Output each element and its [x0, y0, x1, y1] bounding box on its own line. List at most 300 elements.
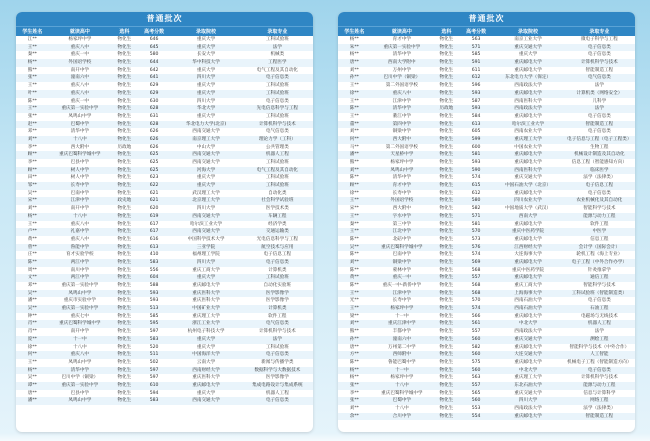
cell-high-school: 巴川中学（铜梁） — [371, 74, 433, 82]
cell-university: 三亚学院 — [170, 244, 241, 252]
table-row — [16, 136, 313, 144]
table-row — [16, 367, 313, 375]
cell-university: 重庆大学 — [170, 344, 241, 352]
cell-subjects: 物化生 — [433, 244, 460, 252]
cell-subjects: 物化生 — [433, 67, 460, 75]
cell-university: 四川大学 — [170, 259, 241, 267]
cell-subjects: 物化生 — [433, 128, 460, 136]
cell-major: 计算机类 — [242, 305, 313, 313]
cell-university: 重庆邮电大学 — [170, 382, 241, 390]
cell-university: 西南交通大学 — [170, 128, 241, 136]
cell-subjects: 物化生 — [111, 313, 138, 321]
cell-university: 重庆医科大学 — [170, 297, 241, 305]
cell-student-name: 杨** — [16, 213, 49, 221]
cell-high-school: 十一中 — [49, 336, 111, 344]
cell-high-school: 重庆第一实验中学 — [371, 44, 433, 52]
cell-university: 上海海事大学 — [492, 290, 563, 298]
cell-university: 华中科技大学 — [170, 59, 241, 67]
cell-student-name: 王** — [338, 290, 371, 298]
cell-subjects: 物化生 — [433, 305, 460, 313]
cell-high-school: 丰都中学 — [371, 328, 433, 336]
cell-student-name: 潘** — [16, 397, 49, 405]
cell-score: 610 — [138, 382, 171, 390]
cell-university: 重庆理工大学 — [170, 313, 241, 321]
cell-university: 重庆邮电大学 — [492, 359, 563, 367]
cell-student-name: 陈** — [338, 251, 371, 259]
cell-score: 604 — [138, 274, 171, 282]
table-row — [16, 67, 313, 75]
cell-major: 工科试验班 — [242, 90, 313, 98]
cell-score: 622 — [138, 182, 171, 190]
cell-university: 重庆交通大学 — [492, 44, 563, 52]
cell-high-school: 铜梁中学 — [371, 259, 433, 267]
cell-score: 582 — [460, 344, 493, 352]
cell-university: 华北电力大学(北京) — [170, 121, 241, 129]
cell-student-name: 董** — [338, 121, 371, 129]
cell-university: 重庆邮电大学 — [492, 313, 563, 321]
cell-high-school: 潼南六中 — [371, 336, 433, 344]
table-row — [16, 121, 313, 129]
cell-high-school: 重庆巴蜀科学城中学 — [371, 244, 433, 252]
cell-student-name: 陈** — [338, 174, 371, 182]
table-row — [338, 305, 635, 313]
cell-major: 农业机械化及其自动化 — [564, 197, 635, 205]
table-row — [16, 382, 313, 390]
cell-major: 交通运输类 — [242, 228, 313, 236]
cell-score: 570 — [460, 297, 493, 305]
cell-university: 四川大学 — [170, 74, 241, 82]
cell-major: 微电子科学与工程 — [564, 36, 635, 44]
table-row — [16, 167, 313, 175]
cell-university: 重庆大学 — [170, 274, 241, 282]
cell-student-name: 曾** — [16, 244, 49, 252]
cell-major: 测绘工程 — [564, 336, 635, 344]
cell-student-name: 熊** — [16, 67, 49, 75]
column-header-score: 高考分数 — [138, 27, 171, 37]
cell-university: 重庆医科大学 — [170, 290, 241, 298]
cell-high-school: 清华中学 — [371, 51, 433, 59]
cell-score: 583 — [138, 336, 171, 344]
cell-university: 重庆大学 — [170, 336, 241, 344]
cell-university: 重庆中医药学院 — [492, 267, 563, 275]
cell-major: 机械设计制造及其自动化 — [564, 151, 635, 159]
cell-high-school: 南开中学 — [49, 205, 111, 213]
cell-student-name: 杨** — [338, 374, 371, 382]
cell-university: 东北电力大学（保定） — [492, 74, 563, 82]
cell-major: 医学影像学 — [242, 290, 313, 298]
table-row — [16, 36, 313, 44]
table-row — [16, 305, 313, 313]
cell-score: 593 — [138, 297, 171, 305]
cell-high-school: 西南大学附中 — [371, 59, 433, 67]
table-row — [338, 113, 635, 121]
cell-student-name: 陈** — [338, 105, 371, 113]
cell-major: 社会科学试验班 — [242, 197, 313, 205]
cell-subjects: 物化生 — [433, 313, 460, 321]
cell-subjects: 物化生 — [433, 90, 460, 98]
table-header-row — [16, 27, 313, 37]
cell-score: 556 — [138, 267, 171, 275]
cell-high-school: 巴县中学 — [49, 390, 111, 398]
cell-university: 北京理工大学 — [170, 197, 241, 205]
table-row — [338, 390, 635, 398]
cell-score: 611 — [460, 67, 493, 75]
cell-major: 临床医学 — [564, 167, 635, 175]
cell-subjects: 物化生 — [111, 205, 138, 213]
cell-score: 593 — [460, 159, 493, 167]
cell-subjects: 物化生 — [433, 367, 460, 375]
cell-subjects: 物化生 — [433, 205, 460, 213]
cell-score: 560 — [460, 336, 493, 344]
table-row — [338, 159, 635, 167]
cell-high-school: 南川中学 — [49, 267, 111, 275]
cell-university: 西南医科大学 — [492, 98, 563, 106]
cell-student-name: 顾** — [338, 182, 371, 190]
cell-subjects: 物化生 — [433, 390, 460, 398]
cell-university: 重庆大学 — [170, 113, 241, 121]
cell-subjects: 物化生 — [111, 105, 138, 113]
cell-score: 554 — [460, 413, 493, 421]
table-row — [338, 98, 635, 106]
cell-student-name: 孙** — [338, 74, 371, 82]
cell-major: 车辆工程 — [242, 213, 313, 221]
cell-subjects: 物化生 — [433, 74, 460, 82]
cell-student-name: 王** — [338, 228, 371, 236]
cell-university: 西南大学 — [492, 213, 563, 221]
cell-score: 580 — [138, 51, 171, 59]
cell-score: 573 — [460, 236, 493, 244]
cell-high-school: 重庆八中 — [49, 44, 111, 52]
cell-subjects: 物化生 — [433, 113, 460, 121]
cell-score: 570 — [460, 228, 493, 236]
cell-high-school: 十一中 — [371, 313, 433, 321]
cell-major: 电子信息工程 — [564, 182, 635, 190]
cell-subjects: 历政地 — [433, 105, 460, 113]
cell-subjects: 物化生 — [111, 67, 138, 75]
cell-high-school: 重庆八中 — [49, 236, 111, 244]
cell-score: 613 — [460, 121, 493, 129]
cell-score: 560 — [460, 367, 493, 375]
cell-major: 轮机工程（海上专业） — [564, 251, 635, 259]
cell-university: 中北大学 — [492, 320, 563, 328]
cell-university: 西南政法大学 — [492, 328, 563, 336]
cell-subjects: 物化生 — [111, 244, 138, 252]
cell-high-school: 第二外国语学校 — [371, 144, 433, 152]
cell-major: 自动化类 — [242, 190, 313, 198]
cell-major: 电子信息类 — [564, 128, 635, 136]
table-row — [338, 74, 635, 82]
cell-subjects: 物化生 — [433, 251, 460, 259]
cell-subjects: 物化生 — [433, 144, 460, 152]
cell-high-school: 长寿中学 — [371, 297, 433, 305]
cell-score: 571 — [460, 44, 493, 52]
table-row — [338, 282, 635, 290]
cell-score: 594 — [138, 390, 171, 398]
cell-university: 西南政法大学 — [492, 82, 563, 90]
cell-major: 智能制造工程 — [564, 413, 635, 421]
column-header-major: 录取专业 — [564, 27, 635, 37]
cell-university: 武汉理工大学 — [170, 190, 241, 198]
cell-subjects: 物化生 — [111, 128, 138, 136]
cell-score: 557 — [460, 274, 493, 282]
cell-major: 工程医学 — [242, 59, 313, 67]
cell-score: 628 — [138, 121, 171, 129]
table-row — [16, 128, 313, 136]
cell-score: 585 — [460, 51, 493, 59]
cell-high-school: 南开中学 — [49, 67, 111, 75]
cell-subjects: 物化生 — [433, 167, 460, 175]
cell-score: 645 — [138, 44, 171, 52]
cell-student-name: 王** — [338, 113, 371, 121]
cell-student-name: 邓** — [16, 282, 49, 290]
cell-subjects: 物化生 — [433, 274, 460, 282]
cell-major: 信息工程 — [564, 236, 635, 244]
cell-university: 中国石油大学（北京） — [492, 182, 563, 190]
cell-student-name: 刘** — [338, 67, 371, 75]
table-row — [338, 274, 635, 282]
cell-high-school: 南开中学 — [49, 328, 111, 336]
cell-student-name: 宋** — [338, 205, 371, 213]
cell-high-school: 重庆第一实验中学 — [49, 282, 111, 290]
table-row — [338, 413, 635, 421]
cell-score: 616 — [138, 236, 171, 244]
table-row — [16, 374, 313, 382]
cell-university: 中国矿业大学 — [170, 305, 241, 313]
cell-major: 法学 — [564, 82, 635, 90]
cell-subjects: 物化生 — [111, 121, 138, 129]
cell-student-name: 潘** — [338, 151, 371, 159]
cell-subjects: 物化生 — [433, 51, 460, 59]
cell-major: 电子信息类 — [564, 113, 635, 121]
table-row — [338, 205, 635, 213]
cell-major: 航空技术与应用 — [242, 244, 313, 252]
cell-high-school: 杨家坪中学 — [49, 36, 111, 44]
cell-subjects: 物化生 — [433, 328, 460, 336]
cell-student-name: 唐** — [338, 344, 371, 352]
cell-subjects: 物化生 — [433, 159, 460, 167]
table-row — [338, 244, 635, 252]
cell-university: 四川农业大学 — [492, 197, 563, 205]
cell-subjects: 物化生 — [433, 344, 460, 352]
cell-high-school: 凤鸣山中学 — [49, 397, 111, 405]
cell-subjects: 物化生 — [433, 213, 460, 221]
cell-university: 福州理工学院 — [170, 251, 241, 259]
cell-major: 软件工程 — [564, 221, 635, 229]
cell-university: 重庆大学 — [170, 182, 241, 190]
cell-student-name: 杨** — [338, 51, 371, 59]
cell-high-school: 杨家坪中学 — [371, 159, 433, 167]
cell-university: 大连海事大学 — [492, 251, 563, 259]
cell-high-school: 十八中 — [371, 405, 433, 413]
column-header-high-school: 就读高中 — [49, 27, 111, 37]
cell-student-name: 王** — [338, 82, 371, 90]
cell-score: 588 — [138, 282, 171, 290]
cell-score: 557 — [460, 382, 493, 390]
cell-major: 电子信息类 — [242, 98, 313, 106]
cell-major: 工科试验班 — [242, 159, 313, 167]
cell-subjects: 物化生 — [433, 359, 460, 367]
cell-high-school: 重庆第一实验中学 — [49, 305, 111, 313]
cell-high-school: 天星桥中学 — [371, 151, 433, 159]
cell-student-name: 宋** — [16, 197, 49, 205]
right-panel-title: 普通批次 — [338, 12, 635, 26]
cell-subjects: 物化生 — [111, 390, 138, 398]
cell-major: 计算机类（网络安全） — [564, 90, 635, 98]
table-row — [16, 90, 313, 98]
cell-subjects: 物化生 — [433, 351, 460, 359]
right-admission-table — [338, 26, 635, 420]
cell-score: 581 — [460, 151, 493, 159]
cell-major: 电子信息类 — [242, 74, 313, 82]
cell-university: 重庆大学 — [170, 174, 241, 182]
cell-student-name: 熊** — [338, 328, 371, 336]
cell-major: 电子信息类 — [564, 190, 635, 198]
cell-major: 电磁场与无线技术 — [564, 313, 635, 321]
table-row — [16, 213, 313, 221]
cell-major: 电气信息类 — [564, 74, 635, 82]
cell-student-name: 顾** — [16, 151, 49, 159]
cell-university: 哈尔滨工业大学 — [170, 221, 241, 229]
cell-subjects: 物化生 — [111, 367, 138, 375]
cell-subjects: 物化生 — [111, 90, 138, 98]
cell-high-school: 清华中学 — [49, 128, 111, 136]
cell-student-name: 刘** — [338, 320, 371, 328]
cell-high-school: 凤鸣山中学 — [49, 359, 111, 367]
cell-university: 重庆邮电大学 — [492, 344, 563, 352]
cell-high-school: 树人中学 — [49, 174, 111, 182]
cell-high-school: 重庆八中 — [49, 82, 111, 90]
table-row — [338, 174, 635, 182]
table-row — [16, 98, 313, 106]
cell-university: 重庆邮电大学 — [492, 190, 563, 198]
cell-high-school: 育才中学 — [371, 182, 433, 190]
cell-major: 法学 — [564, 328, 635, 336]
cell-university: 重庆理工大学 — [492, 374, 563, 382]
cell-major: 智能科学与技术 — [564, 282, 635, 290]
cell-subjects: 物化生 — [433, 413, 460, 421]
cell-major: 新闻与传播学类 — [242, 359, 313, 367]
cell-subjects: 物化生 — [111, 82, 138, 90]
table-row — [338, 259, 635, 267]
cell-major: 电子信息类 — [564, 51, 635, 59]
table-row — [338, 313, 635, 321]
cell-high-school: 十八中 — [49, 344, 111, 352]
table-row — [338, 190, 635, 198]
cell-major: 计算机科学与技术 — [564, 374, 635, 382]
cell-score: 641 — [138, 74, 171, 82]
table-row — [16, 105, 313, 113]
cell-student-name: 王** — [16, 44, 49, 52]
cell-score: 626 — [138, 128, 171, 136]
cell-student-name: 文** — [16, 274, 49, 282]
cell-score: 565 — [460, 390, 493, 398]
table-row — [16, 74, 313, 82]
cell-university: 大连交通大学 — [492, 351, 563, 359]
cell-major: 理论力学（工科） — [242, 136, 313, 144]
cell-high-school: 重庆一中 — [49, 98, 111, 106]
cell-student-name: 徐** — [16, 344, 49, 352]
cell-subjects: 物化生 — [111, 59, 138, 67]
cell-subjects: 物化生 — [111, 290, 138, 298]
cell-subjects: 物化生 — [433, 374, 460, 382]
table-row — [16, 228, 313, 236]
table-row — [338, 136, 635, 144]
cell-subjects: 物化生 — [111, 228, 138, 236]
cell-high-school: 綦江中学 — [371, 113, 433, 121]
cell-university: 西南交通大学 — [170, 228, 241, 236]
cell-university: 浙江工业大学 — [170, 320, 241, 328]
cell-major: 电气信息类 — [242, 320, 313, 328]
cell-high-school: 外国语学校 — [371, 197, 433, 205]
cell-major: 机械电子工程（智能制造方向） — [564, 359, 635, 367]
cell-student-name: 吴** — [16, 374, 49, 382]
cell-student-name: 刘** — [338, 405, 371, 413]
table-row — [16, 244, 313, 252]
cell-student-name: 卢** — [16, 228, 49, 236]
table-row — [338, 197, 635, 205]
cell-high-school: 江北中学 — [371, 228, 433, 236]
cell-high-school: 字水中学 — [371, 213, 433, 221]
left-admission-table — [16, 26, 313, 405]
cell-score: 585 — [138, 313, 171, 321]
table-row — [16, 236, 313, 244]
cell-university: 西南政法大学 — [492, 405, 563, 413]
cell-high-school: 巴南中学 — [371, 251, 433, 259]
table-row — [16, 328, 313, 336]
cell-score: 520 — [138, 344, 171, 352]
cell-score: 612 — [460, 190, 493, 198]
table-row — [16, 205, 313, 213]
cell-student-name: 李** — [338, 390, 371, 398]
cell-student-name: 杨** — [338, 367, 371, 375]
cell-university: 中国科学技术大学 — [170, 236, 241, 244]
cell-subjects: 物化生 — [433, 182, 460, 190]
cell-student-name: 叶** — [16, 90, 49, 98]
cell-university: 中山大学 — [170, 144, 241, 152]
cell-subjects: 物化生 — [111, 190, 138, 198]
cell-score: 574 — [460, 251, 493, 259]
cell-score: 563 — [460, 36, 493, 44]
cell-student-name: 秦** — [338, 221, 371, 229]
cell-student-name: 潘** — [16, 297, 49, 305]
cell-score: 502 — [138, 359, 171, 367]
cell-high-school: 长寿中学 — [371, 190, 433, 198]
cell-university: 重庆邮电大学 — [492, 59, 563, 67]
cell-high-school: 鲁能巴蜀中学 — [371, 359, 433, 367]
cell-subjects: 物化生 — [111, 344, 138, 352]
cell-score: 629 — [138, 82, 171, 90]
cell-score: 576 — [460, 244, 493, 252]
cell-major: 工科试验班（智能制造类） — [564, 290, 635, 298]
cell-major: 法学（法律类） — [564, 405, 635, 413]
cell-major: 计算机科学与技术 — [242, 121, 313, 129]
cell-high-school: 重庆第一实验中学 — [49, 382, 111, 390]
cell-major: 电子信息类 — [242, 397, 313, 405]
table-row — [338, 351, 635, 359]
cell-subjects: 物化生 — [111, 159, 138, 167]
cell-major: 智能科学与技术 — [564, 205, 635, 213]
cell-high-school: 西大附中 — [371, 205, 433, 213]
cell-major: 工科试验班 — [242, 274, 313, 282]
cell-score: 568 — [460, 267, 493, 275]
cell-high-school: 重庆八中 — [371, 90, 433, 98]
cell-score: 563 — [460, 374, 493, 382]
column-header-high-school: 就读高中 — [371, 27, 433, 37]
cell-high-school: 重庆八中 — [49, 221, 111, 229]
cell-score: 571 — [460, 213, 493, 221]
cell-major: 法学 — [564, 105, 635, 113]
cell-university: 重庆邮电大学 — [170, 282, 241, 290]
